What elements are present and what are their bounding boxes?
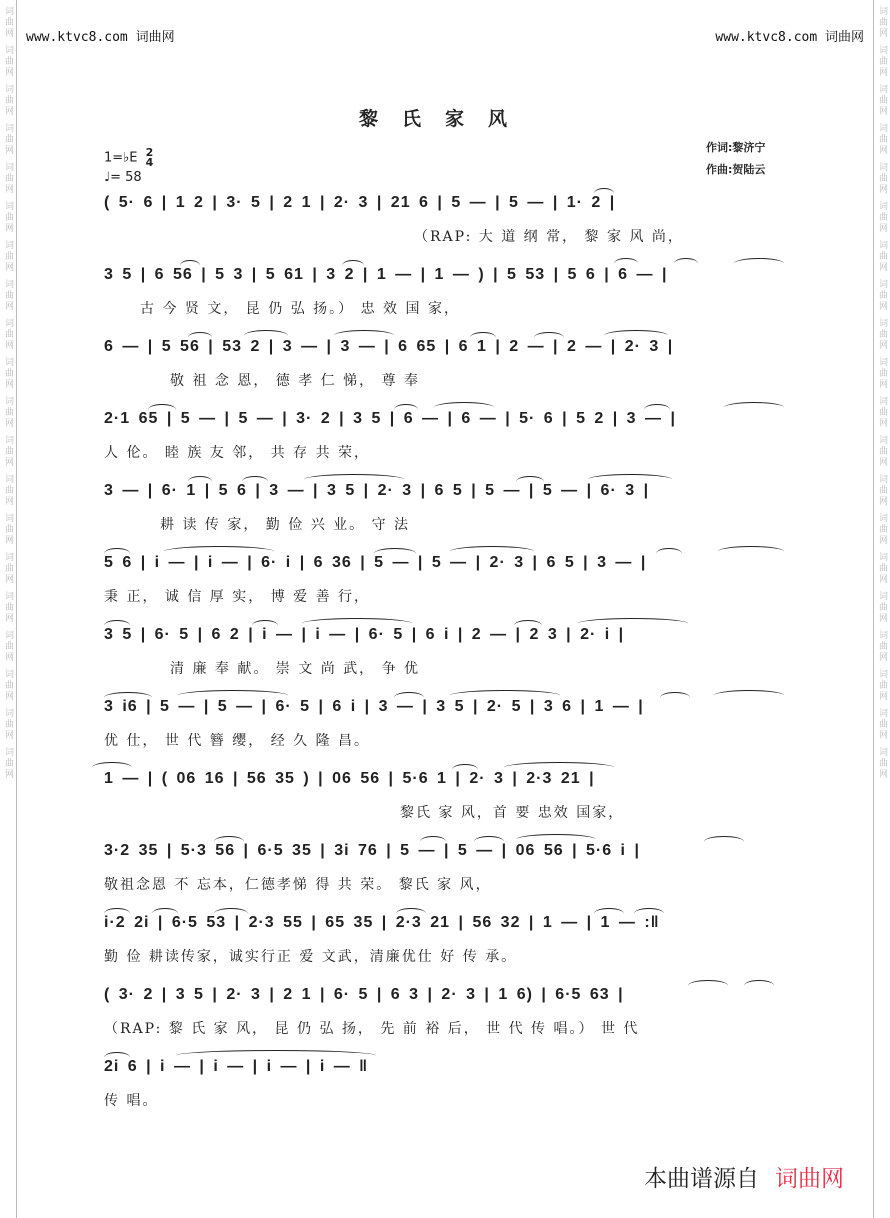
notation-line: 1 — | ( 06 16 | 56 35 ) | 06 56 | 5·6 1 | 2· 3 | 2·3 21 | [104,770,595,787]
slur [714,690,784,701]
watermark-text: 词曲网 [3,357,13,390]
lyricist-credit: 作词:黎济宁 [706,141,766,154]
lyric-line: （RAP: 黎 氏 家 风， 昆 仍 弘 扬， 先 前 裕 后， 世 代 传 唱。） 世 代 [104,1021,640,1037]
lyric-line: 耕 读 传 家， 勤 俭 兴 业。 守 法 [160,517,411,533]
notation-line: 2·1 65 | 5 — | 5 — | 3· 2 | 3 5 | 6 — | 6 — | 5· 6 | 5 2 | 3 — | [104,410,676,427]
watermark-text: 词曲网 [3,318,13,351]
watermark-text: 词曲网 [877,435,887,468]
watermark-text: 词曲网 [3,84,13,117]
slur [504,762,614,773]
slur [614,258,638,269]
slur [152,908,178,919]
watermark-text: 词曲网 [877,6,887,39]
slur [242,476,268,487]
watermark-text: 词曲网 [877,669,887,702]
slur [244,330,288,341]
watermark-text: 词曲网 [877,474,887,507]
right-watermark-strip [873,0,890,1218]
slur [734,258,784,269]
slur [644,404,670,415]
song-title: 黎氏家风 [358,108,531,130]
slur [604,330,668,341]
slur [396,908,426,919]
slur [514,620,542,631]
slur [420,836,446,847]
slur [394,692,424,703]
slur [470,332,496,343]
lyric-line: 黎氏 家 风，首 要 忠效 国家， [400,805,625,821]
watermark-text: 词曲网 [3,396,13,429]
watermark-text: 词曲网 [3,552,13,585]
slur [104,1052,130,1063]
watermark-text: 词曲网 [877,318,887,351]
notation-line: ( 5· 6 | 1 2 | 3· 5 | 2 1 | 2· 3 | 21 6 | 5 — | 5 — | 1· 2 | [104,194,616,211]
composer-credit: 作曲:贺陆云 [706,163,766,176]
watermark-text: 词曲网 [877,162,887,195]
slur [180,260,200,271]
slur [342,260,364,271]
slur [450,690,560,701]
slur [104,548,130,559]
watermark-text: 词曲网 [3,123,13,156]
watermark-text: 词曲网 [877,552,887,585]
watermark-text: 词曲网 [3,474,13,507]
lyric-line: 传 唱。 [104,1093,159,1109]
slur [394,404,418,415]
slur [588,474,672,485]
slur [148,404,176,415]
watermark-text: 词曲网 [3,591,13,624]
watermark-text: 词曲网 [877,396,887,429]
slur [104,692,152,703]
watermark-text: 词曲网 [3,240,13,273]
watermark-text: 词曲网 [3,435,13,468]
watermark-text: 词曲网 [877,630,887,663]
notation-line: 2i 6 | i — | i — | i — | i — ‖ [104,1058,369,1075]
watermark-text: 词曲网 [3,708,13,741]
time-signature [146,148,154,168]
slur [214,908,248,919]
watermark-text: 词曲网 [3,279,13,312]
watermark-text: 词曲网 [877,84,887,117]
lyric-line: 敬 祖 念 恩， 德 孝 仁 悌， 尊 奉 [170,373,421,389]
watermark-text: 词曲网 [3,162,13,195]
footer-brand[interactable]: 词曲网 [775,1166,844,1192]
lyric-line: 优 仕， 世 代 簪 缨， 经 久 隆 昌。 [104,733,371,749]
slur [578,618,688,629]
watermark-text: 词曲网 [3,201,13,234]
slur [516,476,544,487]
key-text: 1=♭E [104,150,138,166]
lyric-line: 勤 俭 耕读传家，诚实行正 爱 文武，清廉优仕 好 传 承。 [104,949,518,965]
watermark-text: 词曲网 [877,357,887,390]
slur [164,546,274,557]
slur [656,548,682,559]
lyric-line: 敬祖念恩 不 忘本，仁德孝悌 得 共 荣。 黎氏 家 风， [104,877,492,893]
watermark-text: 词曲网 [3,669,13,702]
slur [374,548,416,559]
notation-line: 5 6 | i — | i — | 6· i | 6 36 | 5 — | 5 — | 2· 3 | 6 5 | 3 — | [104,554,647,571]
lyric-line: 古 今 贤 文， 昆 仍 弘 扬。） 忠 效 国 家， [140,301,460,317]
slur [744,980,774,991]
notation-line: 3·2 35 | 5·3 56 | 6·5 35 | 3i 76 | 5 — | 5 — | 06 56 | 5·6 i | [104,842,640,859]
left-watermark-strip [0,0,17,1218]
site-url-right[interactable]: www.ktvc8.com 词曲网 [715,30,864,45]
lyric-line: （RAP: 大 道 纲 常， 黎 家 风 尚， [414,229,684,245]
notation-line: 6 — | 5 56 | 53 2 | 3 — | 3 — | 6 65 | 6 1 | 2 — | 2 — | 2· 3 | [104,338,674,355]
slur [252,620,278,631]
slur [534,332,564,343]
time-signature-top: 2 [145,146,154,159]
watermark-text: 词曲网 [877,201,887,234]
slur [188,476,212,487]
slur [214,836,244,847]
source-footer [644,1160,844,1193]
site-url-left[interactable]: www.ktvc8.com 词曲网 [26,30,175,45]
slur [178,690,288,701]
notation-line: 3 i6 | 5 — | 5 — | 6· 5 | 6 i | 3 — | 3 5 | 2· 5 | 3 6 | 1 — | [104,698,644,715]
slur [704,836,744,847]
slur [450,546,534,557]
watermark-text: 词曲网 [877,747,887,780]
slur [334,330,394,341]
slur [452,764,478,775]
time-signature-bottom: 4 [145,156,154,169]
slur [516,834,596,845]
slur [434,402,494,413]
notation-line: ( 3· 2 | 3 5 | 2· 3 | 2 1 | 6· 5 | 6 3 | 2· 3 | 1 6) | 6·5 63 | [104,986,624,1003]
lyric-line: 清 廉 奉 献。 崇 文 尚 武， 争 优 [170,661,421,677]
slur [304,474,404,485]
notation-line: 3 5 | 6 56 | 5 3 | 5 61 | 3 2 | 1 — | 1 — ) | 5 53 | 5 6 | 6 — | [104,266,668,283]
watermark-text: 词曲网 [3,747,13,780]
tempo-marking: ♩= 58 [104,170,142,185]
watermark-text: 词曲网 [877,513,887,546]
watermark-text: 词曲网 [3,45,13,78]
slur [104,620,130,631]
slur [188,332,212,343]
watermark-text: 词曲网 [877,591,887,624]
notation-line: i·2 2i | 6·5 53 | 2·3 55 | 65 35 | 2·3 21 | 56 32 | 1 — | 1 — :‖ [104,914,660,931]
lyric-line: 人 伦。 睦 族 友 邻， 共 存 共 荣， [104,445,371,461]
slur [674,258,698,269]
slur [104,908,130,919]
watermark-text: 词曲网 [877,123,887,156]
watermark-text: 词曲网 [3,513,13,546]
watermark-text: 词曲网 [877,279,887,312]
slur [688,980,728,991]
footer-source-text: 本曲谱源自 [644,1166,759,1192]
watermark-text: 词曲网 [3,630,13,663]
slur [474,836,504,847]
slur [634,908,664,919]
slur [594,188,614,199]
slur [176,1050,376,1061]
slur [302,618,412,629]
slur [594,908,624,919]
watermark-text: 词曲网 [877,240,887,273]
slur [92,762,132,773]
notation-line: 3 — | 6· 1 | 5 6 | 3 — | 3 5 | 2· 3 | 6 5 | 5 — | 5 — | 6· 3 | [104,482,650,499]
watermark-text: 词曲网 [3,6,13,39]
watermark-text: 词曲网 [877,708,887,741]
key-signature [104,148,153,168]
slur [718,546,784,557]
lyric-line: 秉 正， 诚 信 厚 实， 博 爱 善 行， [104,589,371,605]
slur [660,692,690,703]
watermark-text: 词曲网 [877,45,887,78]
notation-line: 3 5 | 6· 5 | 6 2 | i — | i — | 6· 5 | 6 i | 2 — | 2 3 | 2· i | [104,626,625,643]
slur [724,402,784,413]
